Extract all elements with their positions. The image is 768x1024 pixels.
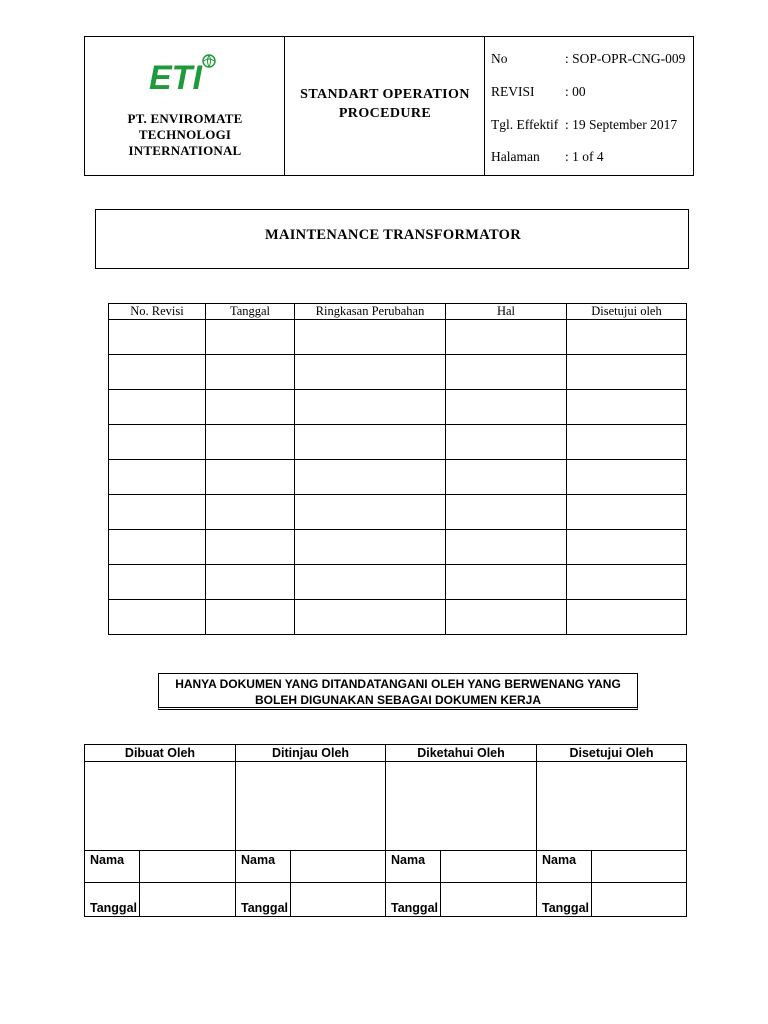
meta-document-number xyxy=(491,51,691,71)
notice-line: BOLEH DIGUNAKAN SEBAGAI DOKUMEN KERJA xyxy=(254,693,541,707)
date-field[interactable] xyxy=(139,883,235,917)
sop-title xyxy=(285,85,485,123)
table-cell[interactable] xyxy=(206,530,295,565)
company-name xyxy=(85,111,285,159)
table-cell[interactable] xyxy=(109,530,206,565)
company-name-line: INTERNATIONAL xyxy=(128,143,242,158)
name-field[interactable] xyxy=(290,851,385,883)
table-cell[interactable] xyxy=(446,425,567,460)
table-cell[interactable] xyxy=(295,320,446,355)
date-field[interactable] xyxy=(290,883,385,917)
table-cell[interactable] xyxy=(109,460,206,495)
column-header: Hal xyxy=(446,304,567,320)
header-title-cell xyxy=(285,37,485,175)
table-cell[interactable] xyxy=(206,390,295,425)
column-header: No. Revisi xyxy=(109,304,206,320)
meta-effective-date xyxy=(491,117,691,137)
table-cell[interactable] xyxy=(295,530,446,565)
meta-value: : SOP-OPR-CNG-009 xyxy=(565,51,686,66)
table-cell[interactable] xyxy=(109,600,206,635)
meta-label: Halaman xyxy=(491,149,540,164)
column-header: Tanggal xyxy=(206,304,295,320)
signature-space-row xyxy=(85,762,687,851)
date-field[interactable] xyxy=(440,883,536,917)
table-cell[interactable] xyxy=(295,460,446,495)
table-cell[interactable] xyxy=(567,530,687,565)
revision-table-header xyxy=(109,304,687,320)
date-row xyxy=(85,883,687,917)
eti-logo-icon xyxy=(147,53,223,95)
name-field[interactable] xyxy=(591,851,686,883)
sop-title-line: PROCEDURE xyxy=(338,106,432,121)
table-cell[interactable] xyxy=(295,425,446,460)
table-cell[interactable] xyxy=(206,460,295,495)
table-cell[interactable] xyxy=(206,320,295,355)
table-cell[interactable] xyxy=(446,495,567,530)
table-cell[interactable] xyxy=(295,565,446,600)
table-cell[interactable] xyxy=(567,320,687,355)
table-row xyxy=(109,320,687,355)
table-cell[interactable] xyxy=(295,600,446,635)
header-logo-cell xyxy=(85,37,285,175)
table-cell[interactable] xyxy=(109,320,206,355)
table-cell[interactable] xyxy=(446,600,567,635)
column-header: Ringkasan Perubahan xyxy=(295,304,446,320)
table-cell[interactable] xyxy=(567,355,687,390)
table-cell[interactable] xyxy=(109,565,206,600)
table-cell[interactable] xyxy=(109,425,206,460)
table-row xyxy=(109,425,687,460)
revision-table-body xyxy=(109,320,687,635)
revision-table xyxy=(108,303,687,635)
table-cell[interactable] xyxy=(567,460,687,495)
name-field[interactable] xyxy=(440,851,536,883)
column-header: Ditinjau Oleh xyxy=(236,745,386,762)
company-name-line: PT. ENVIROMATE xyxy=(127,111,243,126)
table-cell[interactable] xyxy=(446,530,567,565)
table-cell[interactable] xyxy=(567,495,687,530)
table-cell[interactable] xyxy=(109,355,206,390)
signature-box[interactable] xyxy=(236,762,386,851)
table-cell[interactable] xyxy=(206,600,295,635)
date-label: Tanggal xyxy=(537,883,592,917)
table-cell[interactable] xyxy=(295,495,446,530)
table-cell[interactable] xyxy=(567,425,687,460)
sop-title-line: STANDART OPERATION xyxy=(300,87,470,102)
signature-table xyxy=(84,744,687,917)
logo-text: ETI xyxy=(149,59,202,95)
table-row xyxy=(109,565,687,600)
document-header xyxy=(84,36,694,176)
company-name-line: TECHNOLOGI xyxy=(138,127,232,142)
column-header: Disetujui Oleh xyxy=(537,745,687,762)
table-cell[interactable] xyxy=(567,390,687,425)
table-row xyxy=(109,600,687,635)
document-title: MAINTENANCE TRANSFORMATOR xyxy=(264,227,522,243)
document-title-box xyxy=(95,209,689,269)
date-label: Tanggal xyxy=(85,883,140,917)
name-label: Nama xyxy=(537,851,592,883)
table-row xyxy=(109,495,687,530)
meta-revision xyxy=(491,84,691,104)
table-cell[interactable] xyxy=(206,425,295,460)
table-row xyxy=(109,390,687,425)
table-cell[interactable] xyxy=(206,355,295,390)
company-logo xyxy=(147,53,223,95)
date-label: Tanggal xyxy=(386,883,441,917)
table-cell[interactable] xyxy=(567,600,687,635)
column-header: Dibuat Oleh xyxy=(85,745,236,762)
table-cell[interactable] xyxy=(446,460,567,495)
meta-label: REVISI xyxy=(491,84,535,99)
table-cell[interactable] xyxy=(206,565,295,600)
date-field[interactable] xyxy=(591,883,686,917)
authorization-notice xyxy=(158,673,638,710)
signature-box[interactable] xyxy=(537,762,687,851)
meta-value: : 19 September 2017 xyxy=(565,117,678,132)
table-cell[interactable] xyxy=(567,565,687,600)
meta-label: Tgl. Effektif xyxy=(491,117,559,132)
table-cell[interactable] xyxy=(446,390,567,425)
name-field[interactable] xyxy=(139,851,235,883)
signature-table-header xyxy=(85,745,687,762)
notice-line: HANYA DOKUMEN YANG DITANDATANGANI OLEH YANG BERWENANG YANG xyxy=(175,677,621,691)
table-cell[interactable] xyxy=(446,565,567,600)
name-label: Nama xyxy=(85,851,140,883)
table-cell[interactable] xyxy=(109,495,206,530)
meta-value: : 00 xyxy=(565,84,586,99)
table-row xyxy=(109,460,687,495)
date-label: Tanggal xyxy=(236,883,291,917)
name-label: Nama xyxy=(386,851,441,883)
table-cell[interactable] xyxy=(295,390,446,425)
table-cell[interactable] xyxy=(295,355,446,390)
name-label: Nama xyxy=(236,851,291,883)
signature-box[interactable] xyxy=(85,762,236,851)
table-row xyxy=(109,355,687,390)
table-cell[interactable] xyxy=(206,495,295,530)
table-cell[interactable] xyxy=(446,355,567,390)
column-header: Diketahui Oleh xyxy=(386,745,537,762)
table-row xyxy=(109,530,687,565)
name-row xyxy=(85,851,687,883)
table-cell[interactable] xyxy=(446,320,567,355)
column-header: Disetujui oleh xyxy=(567,304,687,320)
meta-label: No xyxy=(491,51,508,66)
meta-value: : 1 of 4 xyxy=(565,149,604,164)
header-meta-cell xyxy=(485,37,693,175)
table-cell[interactable] xyxy=(109,390,206,425)
signature-box[interactable] xyxy=(386,762,537,851)
meta-page xyxy=(491,149,691,169)
